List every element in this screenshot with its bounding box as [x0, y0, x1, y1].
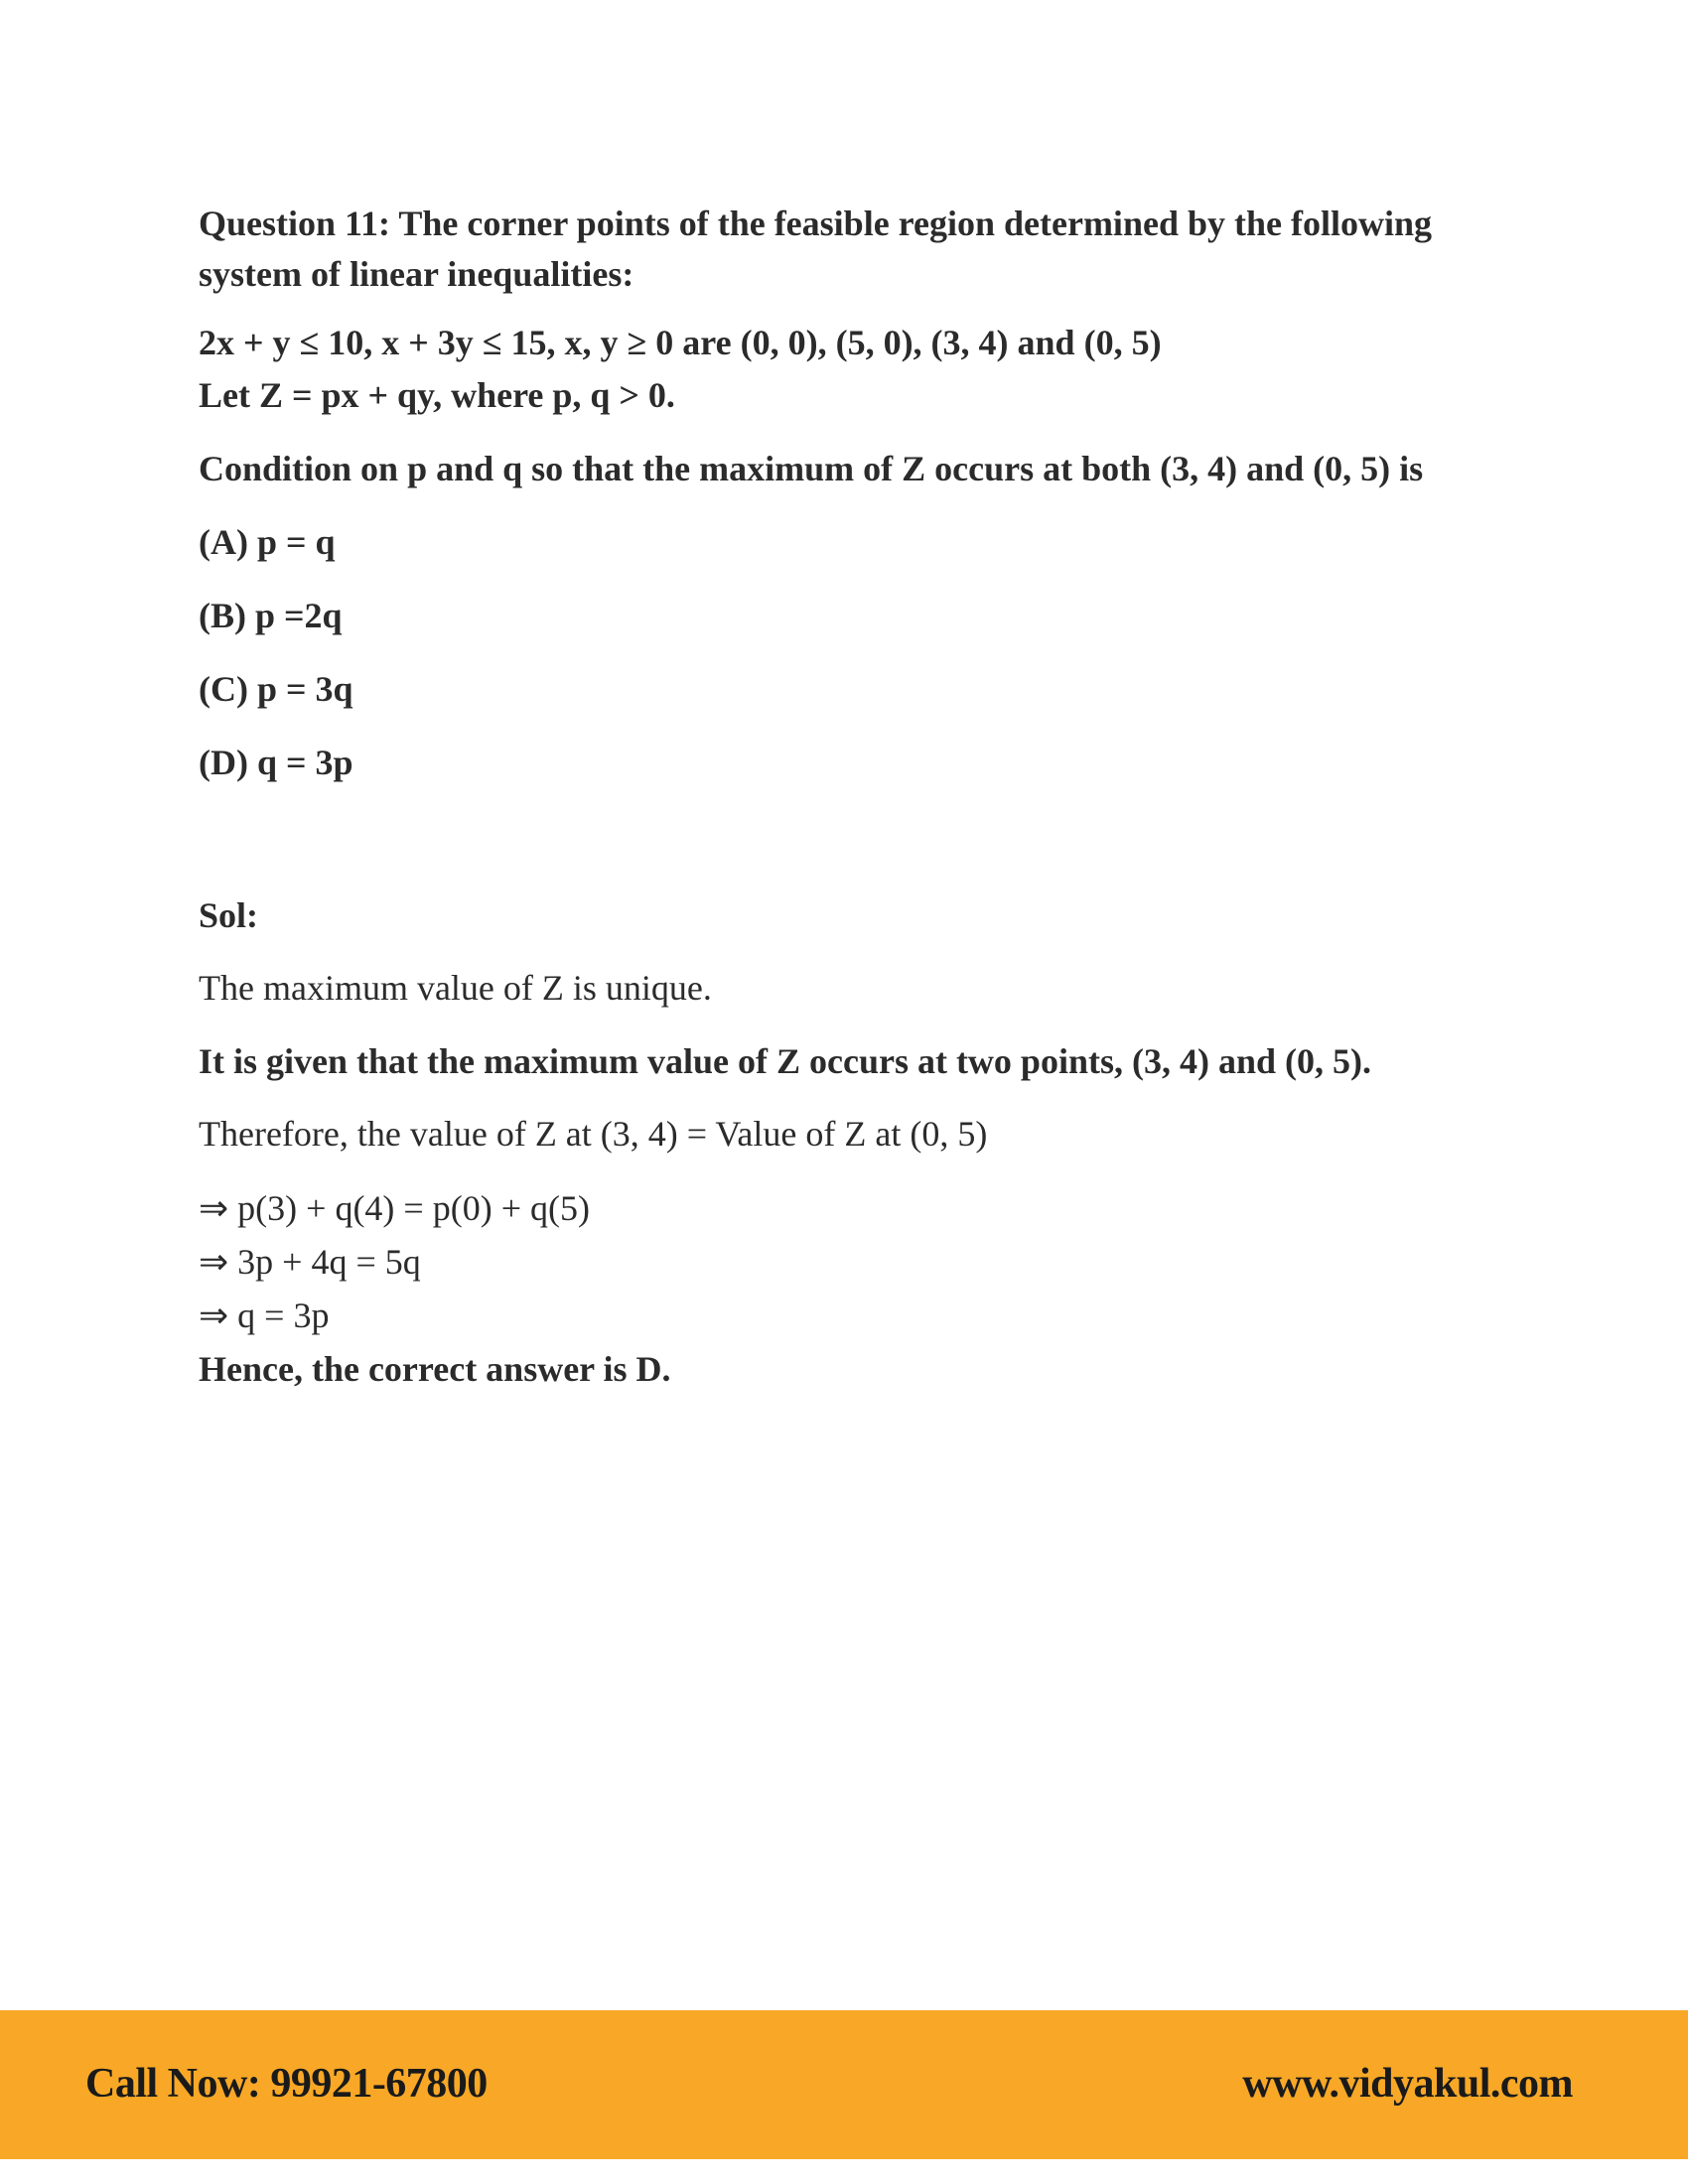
- question-title-line-1: Question 11: The corner points of the feasible region determined by the following: [199, 204, 1432, 243]
- condition-text: Condition on p and q so that the maximum of Z occurs at both (3, 4) and (0, 5) is: [199, 449, 1424, 488]
- solution-conclusion: Hence, the correct answer is D.: [199, 1349, 671, 1389]
- solution-step-1: ⇒ p(3) + q(4) = p(0) + q(5): [199, 1188, 590, 1228]
- solution-line-1: The maximum value of Z is unique.: [199, 968, 712, 1008]
- website-link[interactable]: www.vidyakul.com: [1242, 2061, 1573, 2107]
- solution-line-2: It is given that the maximum value of Z occurs at two points, (3, 4) and (0, 5).: [199, 1041, 1371, 1081]
- question-title-line-2: system of linear inequalities:: [199, 254, 634, 294]
- solution-line-3: Therefore, the value of Z at (3, 4) = Value of Z at (0, 5): [199, 1114, 988, 1154]
- option-b: (B) p =2q: [199, 596, 343, 635]
- solution-heading: Sol:: [199, 895, 259, 935]
- phone-number[interactable]: Call Now: 99921-67800: [85, 2061, 488, 2107]
- objective-function-text: Let Z = px + qy, where p, q > 0.: [199, 375, 675, 415]
- footer-banner: [0, 2010, 1688, 2159]
- document-body: [199, 199, 1529, 1394]
- inequalities-text: 2x + y ≤ 10, x + 3y ≤ 15, x, y ≥ 0 are (0, 0), (5, 0), (3, 4) and (0, 5): [199, 323, 1162, 362]
- option-c: (C) p = 3q: [199, 669, 353, 709]
- option-d: (D) q = 3p: [199, 743, 353, 782]
- solution-step-3: ⇒ q = 3p: [199, 1296, 330, 1335]
- option-a: (A) p = q: [199, 522, 336, 562]
- solution-step-2: ⇒ 3p + 4q = 5q: [199, 1242, 421, 1282]
